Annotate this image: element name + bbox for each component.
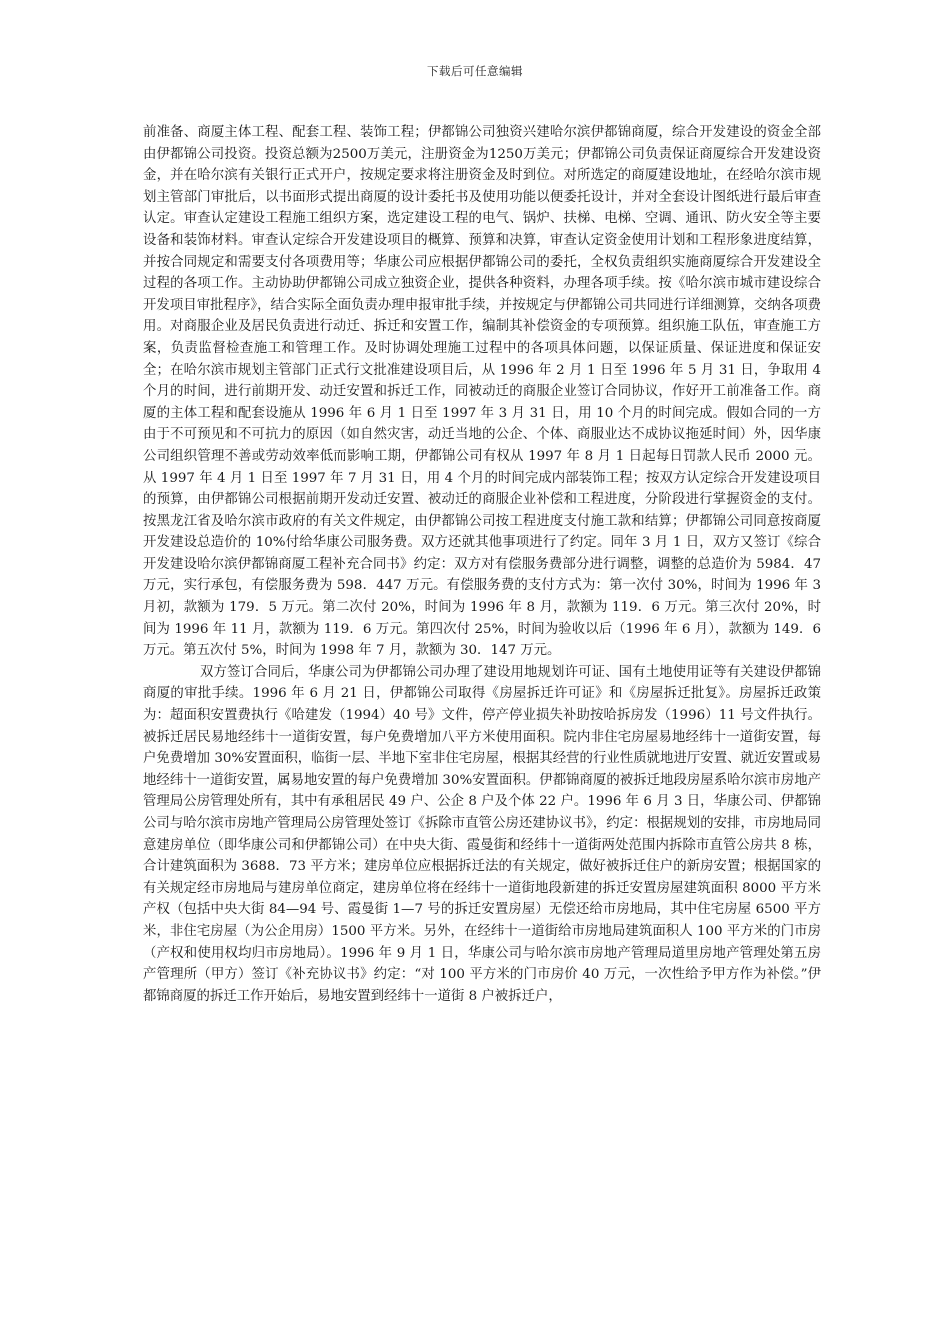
paragraph-1: 前准备、商厦主体工程、配套工程、装饰工程；伊都锦公司独资兴建哈尔滨伊都锦商厦，综合开发建设的资金全部由伊都锦公司投资。投资总额为2500万美元，注册资金为1250万美元；伊都锦公司负责保证商厦综合开发建设资金，并在哈尔滨有关银行正式开户，按规定要求将注册资金及时到位。对所选定的商厦建设地址，在经哈尔滨市规划主管部门审批后，以书面形式提出商厦的设计委托书及使用功能以便委托设计，并对全套设计图纸进行最后审查认定。审查认定建设工程施工组织方案，选定建设工程的电气、锅炉、扶梯、电梯、空调、通讯、防火安全等主要设备和装饰材料。审查认定综合开发建设项目的概算、预算和决算，审查认定资金使用计划和工程形象进度结算，并按合同规定和需要支付各项费用等；华康公司应根据伊都锦公司的委托，全权负责组织实施商厦综合开发建设全过程的各项工作。主动协助伊都锦公司成立独资企业，提供各种资料，办理各项手续。按《哈尔滨市城市建设综合开发项目审批程序》，结合实际全面负责办理申报审批手续，并按规定与伊都锦公司共同进行详细测算，交纳各项费用。对商服企业及居民负责进行动迁、拆迁和安置工作，编制其补偿资金的专项预算。组织施工队伍，审查施工方案，负责监督检查施工和管理工作。及时协调处理施工过程中的各项具体问题，以保证质量、保证进度和保证安全；在哈尔滨市规划主管部门正式行文批准建设项目后，从 1996 年 2 月 1 日至 1996 年 5 月 31 日，争取用 4 个月的时间，进行前期开发、动迁安置和拆迁工作，同被动迁的商服企业签订合同协议，作好开工前准备工作。商厦的主体工程和配套设施从 1996 年 6 月 1 日至 1997 年 3 月 31 日，用 10 个月的时间完成。假如合同的一方由于不可预见和不可抗力的原因（如自然灾害，动迁当地的公企、个体、商服业达不成协议拖延时间）外，因华康公司组织管理不善或劳动效率低而影响工期，伊都锦公司有权从 1997 年 8 月 1 日起每日罚款人民币 2000 元。从 1997 年 4 月 1 日至 1997 年 7 月 31 日，用 4 个月的时间完成内部装饰工程；按双方认定综合开发建设项目的预算，由伊都锦公司根据前期开发动迁安置、被动迁的商服企业补偿和工程进度，分阶段进行掌握资金的支付。按黑龙江省及哈尔滨市政府的有关文件规定，由伊都锦公司按工程进度支付施工款和结算；伊都锦公司同意按商厦开发建设总造价的 10%付给华康公司服务费。双方还就其他事项进行了约定。同年 3 月 1 日，双方又签订《综合开发建设哈尔滨伊都锦商厦工程补充合同书》约定：双方对有偿服务费部分进行调整，调整的总造价为 5984．47 万元，实行承包，有偿服务费为 598．447 万元。有偿服务费的支付方式为：第一次付 30%，时间为 1996 年 3 月初，款额为 179．5 万元。第二次付 20%，时间为 1996 年 8 月，款额为 119．6 万元。第三次付 20%，时间为 1996 年 11 月，款额为 119．6 万元。第四次付 25%，时间为验收以后（1996 年 6 月），款额为 149．6 万元。第五次付 5%，时间为 1998 年 7 月，款额为 30．147 万元。 bbox=[143, 125, 821, 659]
document-body bbox=[143, 122, 821, 1007]
paragraph-2: 双方签订合同后，华康公司为伊都锦公司办理了建设用地规划许可证、国有土地使用证等有关建设伊都锦商厦的审批手续。1996 年 6 月 21 日，伊都锦公司取得《房屋拆迁许可证》和《房屋拆迁批复》。房屋拆迁政策为：超面积安置费执行《哈建发（1994）40 号》文件，停产停业损失补助按哈拆房发（1996）11 号文件执行。被拆迁居民易地经纬十一道街安置，每户免费增加八平方米使用面积。院内非住宅房屋易地经纬十一道街安置，每户免费增加 30%安置面积，临街一层、半地下室非住宅房屋，根据其经营的行业性质就地进厅安置、就近安置或易地经纬十一道街安置，属易地安置的每户免费增加 30%安置面积。伊都锦商厦的被拆迁地段房屋系哈尔滨市房地产管理局公房管理处所有，其中有承租居民 49 户、公企 8 户及个体 22 户。1996 年 6 月 3 日，华康公司、伊都锦公司与哈尔滨市房地产管理局公房管理处签订《拆除市直管公房还建协议书》，约定：根据规划的安排，市房地局同意建房单位（即华康公司和伊都锦公司）在中央大街、霞曼街和经纬十一道街两处范围内拆除市直管公房共 8 栋，合计建筑面积为 3688．73 平方米；建房单位应根据拆迁法的有关规定，做好被拆迁住户的新房安置；根据国家的有关规定经市房地局与建房单位商定，建房单位将在经纬十一道街地段新建的拆迁安置房屋建筑面积 8000 平方米产权（包括中央大街 84—94 号、霞曼街 1—7 号的拆迁安置房屋）无偿还给市房地局，其中住宅房屋 6500 平方米，非住宅房屋（为公企用房）1500 平方米。另外，在经纬十一道街给市房地局建筑面积人 100 平方米的门市房（产权和使用权均归市房地局）。1996 年 9 月 1 日，华康公司与哈尔滨市房地产管理局道里房地产管理处第五房产管理所（甲方）签订《补充协议书》约定：“对 100 平方米的门市房价 40 万元，一次性给予甲方作为补偿。”伊都锦商厦的拆迁工作开始后，易地安置到经纬十一道街 8 户被拆迁户， bbox=[143, 664, 821, 1004]
header-note: 下载后可任意编辑 bbox=[427, 64, 523, 78]
